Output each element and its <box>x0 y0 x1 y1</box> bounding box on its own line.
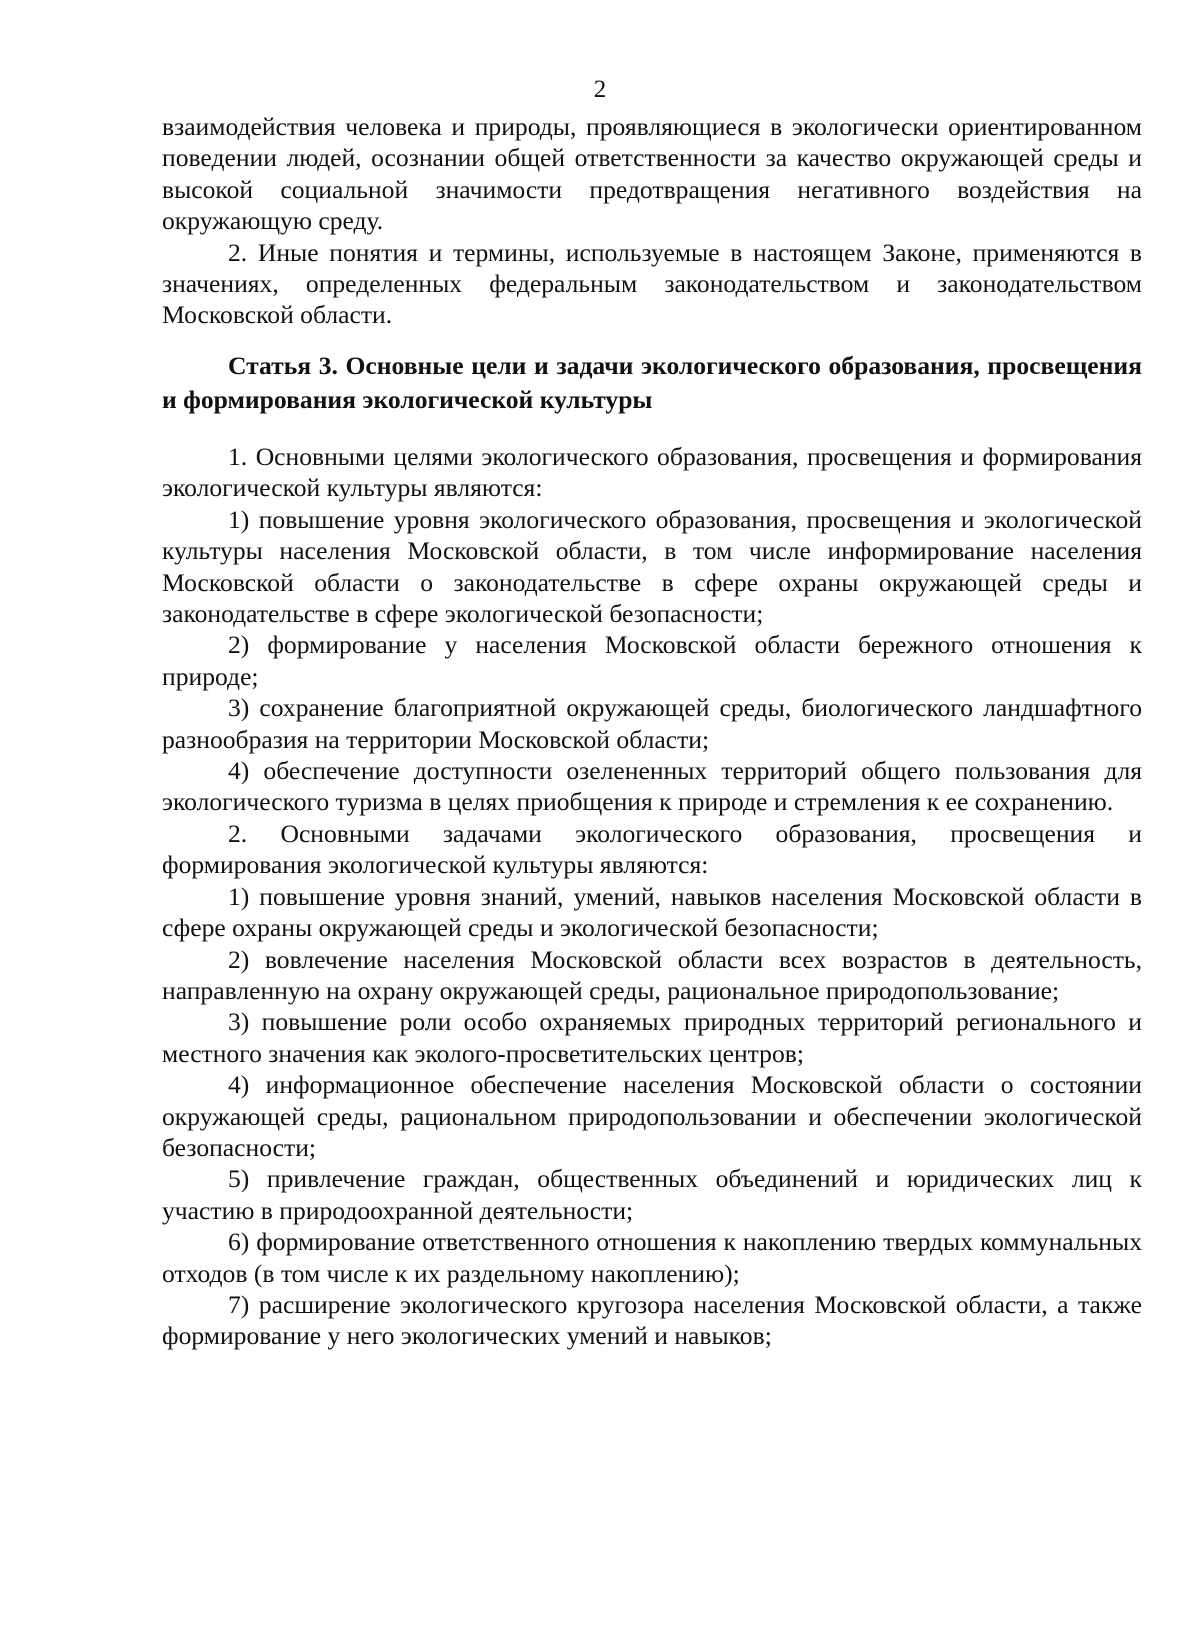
goals-intro-paragraph: 1. Основными целями экологического образования, просвещения и формирования экологической культуры являются: <box>162 442 1142 503</box>
task-item-1: 1) повышение уровня знаний, умений, навыков населения Московской области в сфере охраны окружающей среды и экологической безопасности; <box>162 881 1142 943</box>
task-item-2: 2) вовлечение населения Московской области всех возрастов в деятельность, направленную на охрану окружающей среды, рациональное природопользование; <box>162 944 1142 1005</box>
article-heading-block <box>162 349 1142 417</box>
intro-continuation-paragraph: взаимодействия человека и природы, проявляющиеся в экологически ориентированном поведении людей, осознании общей ответственности за качество окружающей среды и высокой социальной значимости предотвращения негативного воздействия на окружающую среду. <box>162 112 1142 236</box>
page-number: 2 <box>593 76 607 103</box>
goal-item-4: 4) обеспечение доступности озелененных территорий общего пользования для экологического туризма в целях приобщения к природе и стремления к ее сохранению. <box>162 756 1142 817</box>
task-item-6: 6) формирование ответственного отношения к накоплению твердых коммунальных отходов (в том числе к их раздельному накоплению); <box>162 1227 1142 1288</box>
article-body <box>162 441 1142 1352</box>
goal-item-2: 2) формирование у населения Московской области бережного отношения к природе; <box>162 630 1142 691</box>
intro-section <box>162 111 1142 331</box>
task-item-7: 7) расширение экологического кругозора населения Московской области, а также формирование у него экологических умений и навыков; <box>162 1289 1142 1351</box>
task-item-4: 4) информационное обеспечение населения Московской области о состоянии окружающей среды, рациональном природопользовании и обеспечении экологической безопасности; <box>162 1070 1142 1162</box>
goal-item-1: 1) повышение уровня экологического образования, просвещения и экологической культуры населения Московской области, в том числе информирование населения Московской области о законодательстве в сфере охраны окружающей среды и законодательстве в сфере экологической безопасности; <box>162 504 1142 629</box>
intro-point-2-paragraph: 2. Иные понятия и термины, используемые в настоящем Законе, применяются в значениях, определенных федеральным законодательством и законодательством Московской области. <box>162 237 1142 330</box>
task-item-5: 5) привлечение граждан, общественных объединений и юридических лиц к участию в природоохранной деятельности; <box>162 1164 1142 1225</box>
tasks-intro-paragraph: 2. Основными задачами экологического образования, просвещения и формирования экологической культуры являются: <box>162 818 1142 880</box>
task-item-3: 3) повышение роли особо охраняемых природных территорий регионального и местного значения как эколого-просветительских центров; <box>162 1007 1142 1068</box>
goal-item-3: 3) сохранение благоприятной окружающей среды, биологического ландшафтного разнообразия на территории Московской области; <box>162 693 1142 754</box>
article-heading: Статья 3. Основные цели и задачи экологического образования, просвещения и формирования экологической культуры <box>162 351 1142 414</box>
